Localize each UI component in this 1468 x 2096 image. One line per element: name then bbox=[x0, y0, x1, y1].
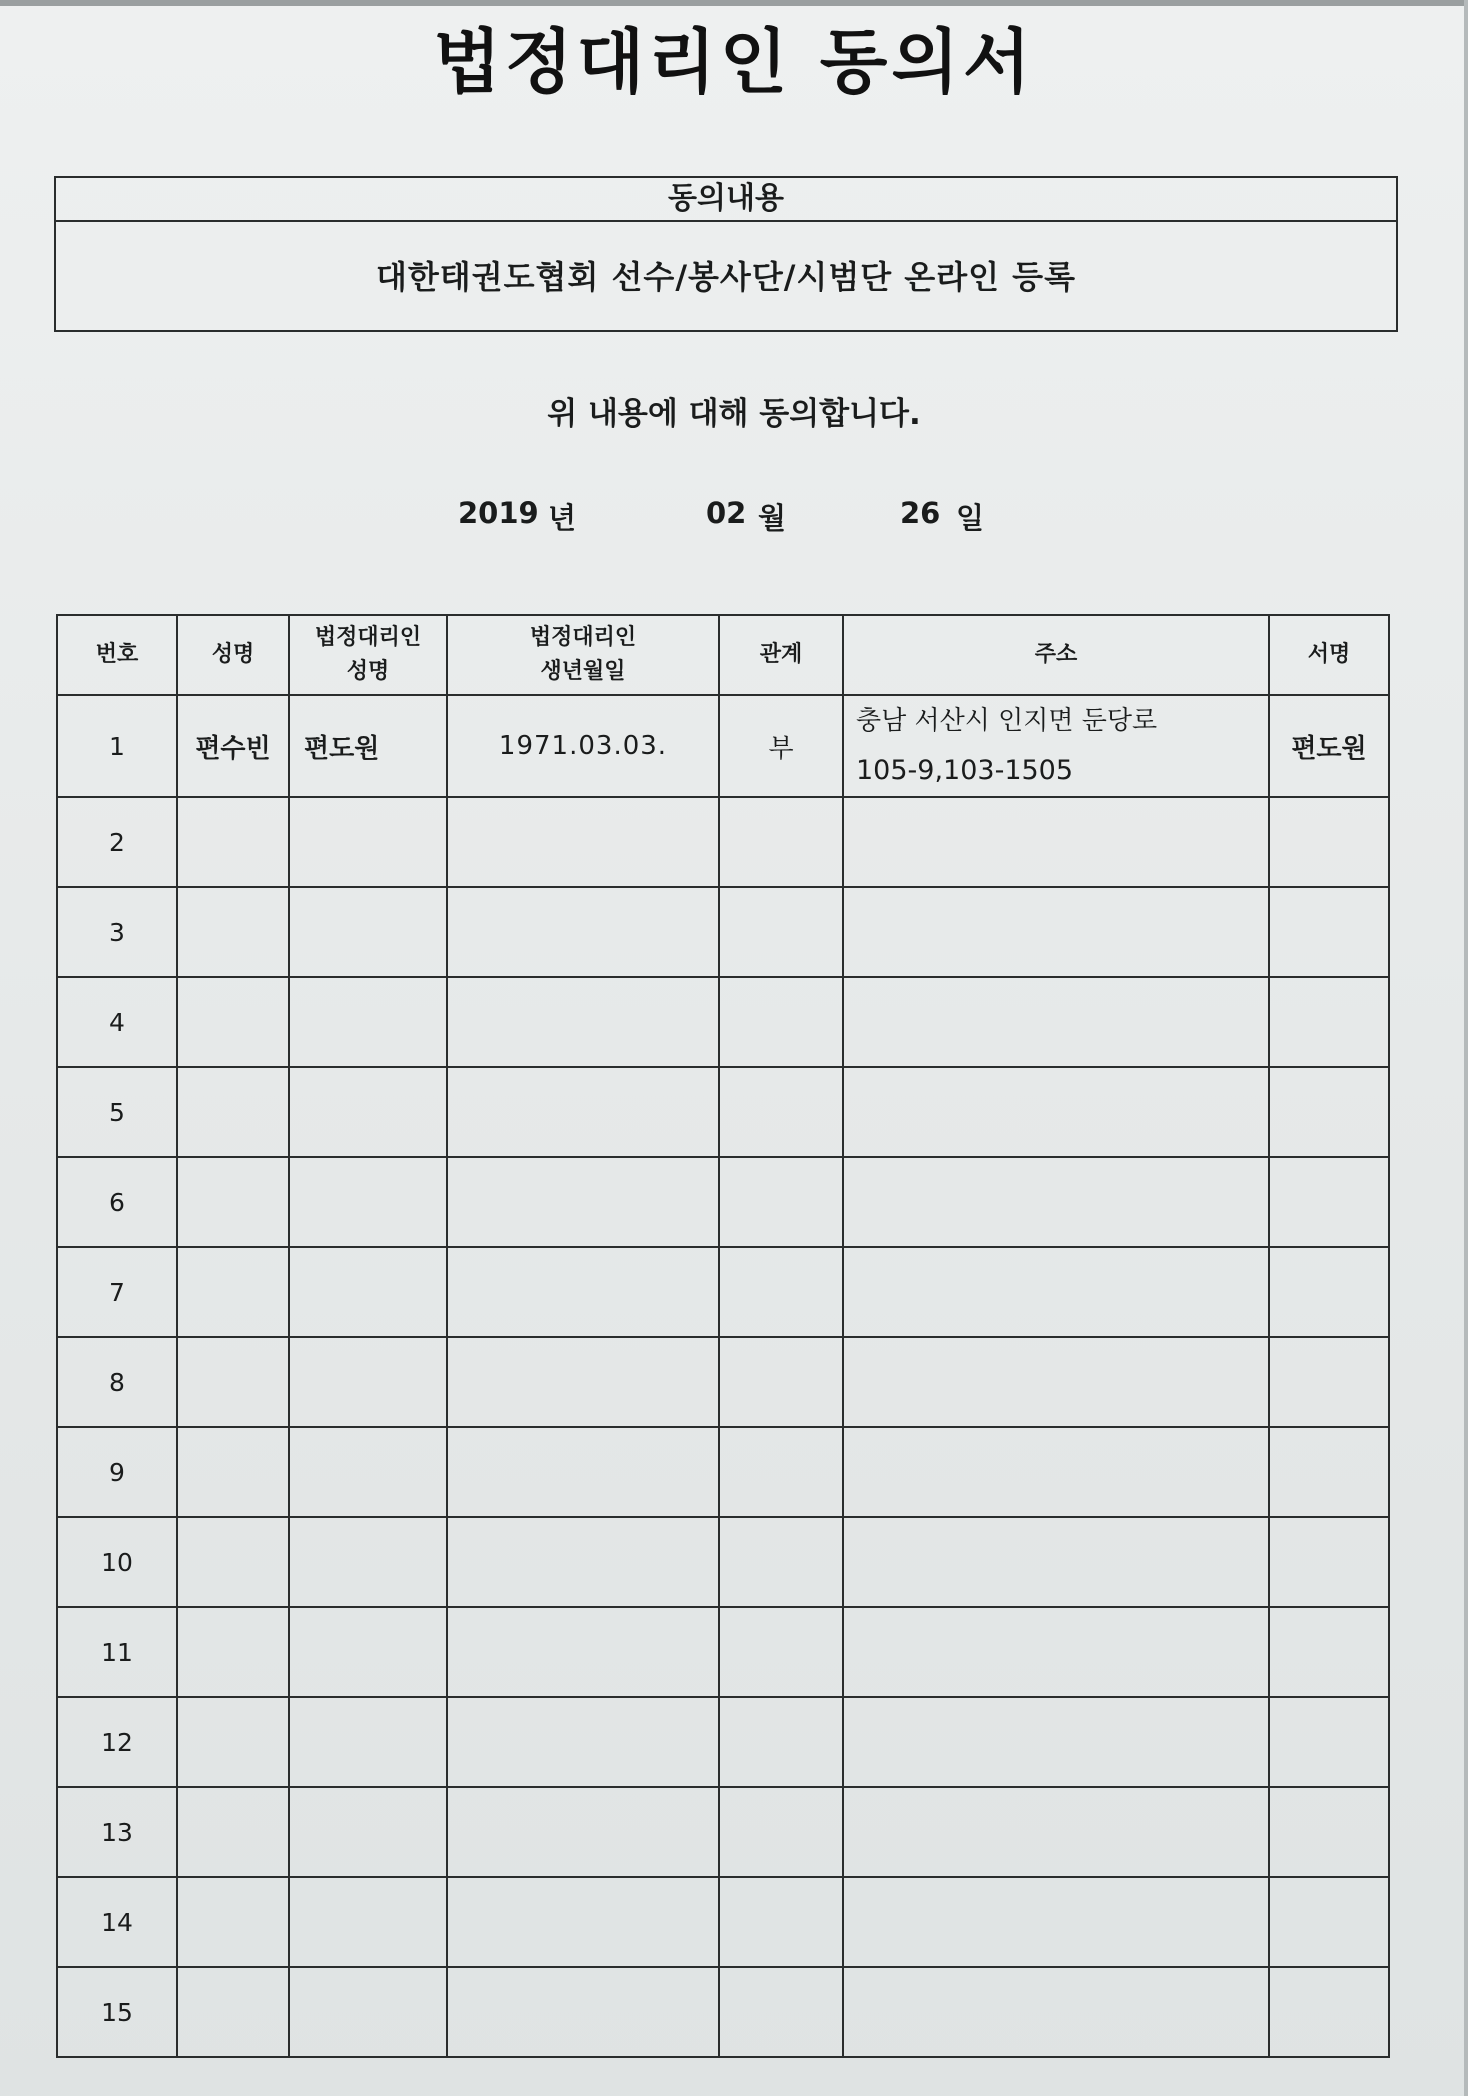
cell-guardian-name bbox=[289, 1427, 447, 1517]
cell-signature bbox=[1269, 1607, 1389, 1697]
cell-address bbox=[843, 1067, 1269, 1157]
cell-name bbox=[177, 1157, 289, 1247]
header-relation: 관계 bbox=[719, 615, 843, 695]
cell-name bbox=[177, 1427, 289, 1517]
cell-name bbox=[177, 1877, 289, 1967]
table-row bbox=[57, 1157, 1389, 1247]
table-row bbox=[57, 1967, 1389, 2057]
cell-guardian-name bbox=[289, 797, 447, 887]
guardian-table bbox=[56, 614, 1390, 2058]
consent-content: 대한태권도협회 선수/봉사단/시범단 온라인 등록 bbox=[375, 258, 1077, 296]
row-number: 5 bbox=[57, 1067, 177, 1157]
cell-guardian-birth bbox=[447, 1157, 719, 1247]
row-number: 15 bbox=[57, 1967, 177, 2057]
cell-relation bbox=[719, 797, 843, 887]
agreement-statement: 위 내용에 대해 동의합니다. bbox=[547, 396, 921, 432]
cell-address bbox=[843, 1247, 1269, 1337]
cell-signature: 편도원 bbox=[1269, 695, 1389, 797]
header-guardian-birth bbox=[447, 615, 719, 695]
cell-relation bbox=[719, 1157, 843, 1247]
cell-signature bbox=[1269, 1427, 1389, 1517]
cell-name bbox=[177, 887, 289, 977]
cell-address bbox=[843, 1517, 1269, 1607]
header-address: 주소 bbox=[843, 615, 1269, 695]
cell-relation bbox=[719, 1607, 843, 1697]
cell-relation bbox=[719, 1697, 843, 1787]
table-row bbox=[57, 1427, 1389, 1517]
cell-relation bbox=[719, 1787, 843, 1877]
row-number: 12 bbox=[57, 1697, 177, 1787]
cell-guardian-birth bbox=[447, 1787, 719, 1877]
header-signature: 서명 bbox=[1269, 615, 1389, 695]
cell-address bbox=[843, 1787, 1269, 1877]
cell-signature bbox=[1269, 1517, 1389, 1607]
cell-guardian-name bbox=[289, 1967, 447, 2057]
address-line2: 105-9,103-1505 bbox=[856, 755, 1074, 786]
date-day: 26 bbox=[900, 496, 941, 530]
cell-address bbox=[843, 695, 1269, 797]
table-row bbox=[57, 977, 1389, 1067]
cell-guardian-birth bbox=[447, 887, 719, 977]
date-year-unit: 년 bbox=[548, 501, 577, 535]
cell-relation bbox=[719, 1427, 843, 1517]
cell-signature bbox=[1269, 1787, 1389, 1877]
cell-signature bbox=[1269, 1157, 1389, 1247]
cell-signature bbox=[1269, 887, 1389, 977]
cell-name: 편수빈 bbox=[177, 695, 289, 797]
cell-signature bbox=[1269, 1247, 1389, 1337]
cell-signature bbox=[1269, 1337, 1389, 1427]
cell-guardian-name bbox=[289, 1877, 447, 1967]
header-name: 성명 bbox=[177, 615, 289, 695]
row-number: 7 bbox=[57, 1247, 177, 1337]
cell-relation bbox=[719, 1067, 843, 1157]
cell-guardian-name bbox=[289, 1157, 447, 1247]
cell-guardian-birth bbox=[447, 977, 719, 1067]
cell-relation bbox=[719, 1247, 843, 1337]
cell-guardian-birth bbox=[447, 1877, 719, 1967]
header-guardian-name bbox=[289, 615, 447, 695]
cell-guardian-birth bbox=[447, 1967, 719, 2057]
cell-guardian-birth bbox=[447, 1427, 719, 1517]
cell-name bbox=[177, 1697, 289, 1787]
table-row bbox=[57, 1517, 1389, 1607]
cell-relation bbox=[719, 977, 843, 1067]
cell-name bbox=[177, 1247, 289, 1337]
cell-guardian-birth bbox=[447, 1337, 719, 1427]
cell-guardian-name bbox=[289, 1337, 447, 1427]
header-guardian-name-line1: 법정대리인 bbox=[314, 625, 422, 650]
cell-guardian-name bbox=[289, 1067, 447, 1157]
cell-name bbox=[177, 1067, 289, 1157]
table-row bbox=[57, 1787, 1389, 1877]
cell-guardian-name bbox=[289, 1607, 447, 1697]
cell-address bbox=[843, 797, 1269, 887]
cell-address bbox=[843, 977, 1269, 1067]
table-row bbox=[57, 1877, 1389, 1967]
row-number: 3 bbox=[57, 887, 177, 977]
cell-signature bbox=[1269, 1067, 1389, 1157]
cell-address bbox=[843, 1427, 1269, 1517]
table-row bbox=[57, 1067, 1389, 1157]
header-guardian-birth-line2: 생년월일 bbox=[540, 659, 626, 684]
row-number: 6 bbox=[57, 1157, 177, 1247]
cell-address bbox=[843, 1697, 1269, 1787]
cell-signature bbox=[1269, 797, 1389, 887]
cell-signature bbox=[1269, 1697, 1389, 1787]
cell-address bbox=[843, 1337, 1269, 1427]
cell-guardian-birth bbox=[447, 1067, 719, 1157]
row-number: 13 bbox=[57, 1787, 177, 1877]
cell-signature bbox=[1269, 977, 1389, 1067]
row-number: 1 bbox=[57, 695, 177, 797]
table-row bbox=[57, 695, 1389, 797]
consent-box bbox=[54, 176, 1398, 332]
row-number: 9 bbox=[57, 1427, 177, 1517]
cell-relation bbox=[719, 1877, 843, 1967]
row-number: 2 bbox=[57, 797, 177, 887]
cell-guardian-birth bbox=[447, 797, 719, 887]
consent-header: 동의내용 bbox=[56, 178, 1396, 222]
row-number: 10 bbox=[57, 1517, 177, 1607]
row-number: 14 bbox=[57, 1877, 177, 1967]
date-day-unit: 일 bbox=[956, 501, 985, 535]
table-row bbox=[57, 797, 1389, 887]
cell-name bbox=[177, 1787, 289, 1877]
cell-guardian-birth bbox=[447, 1517, 719, 1607]
table-row bbox=[57, 1697, 1389, 1787]
date-year: 2019 bbox=[458, 496, 539, 530]
cell-name bbox=[177, 1967, 289, 2057]
cell-guardian-name bbox=[289, 1787, 447, 1877]
cell-name bbox=[177, 1337, 289, 1427]
cell-guardian-birth bbox=[447, 1697, 719, 1787]
document-title: 법정대리인 동의서 bbox=[433, 21, 1035, 103]
cell-guardian-birth bbox=[447, 1607, 719, 1697]
cell-name bbox=[177, 977, 289, 1067]
cell-address bbox=[843, 1157, 1269, 1247]
table-row bbox=[57, 1337, 1389, 1427]
cell-guardian-birth: 1971.03.03. bbox=[447, 695, 719, 797]
cell-relation bbox=[719, 1967, 843, 2057]
cell-address bbox=[843, 887, 1269, 977]
paper-right-edge bbox=[1464, 0, 1468, 2096]
date-month: 02 bbox=[706, 496, 747, 530]
cell-address bbox=[843, 1607, 1269, 1697]
cell-relation bbox=[719, 1517, 843, 1607]
cell-name bbox=[177, 1607, 289, 1697]
cell-guardian-birth bbox=[447, 1247, 719, 1337]
cell-relation bbox=[719, 887, 843, 977]
header-guardian-name-line2: 성명 bbox=[346, 659, 390, 684]
cell-address bbox=[843, 1877, 1269, 1967]
row-number: 11 bbox=[57, 1607, 177, 1697]
date-month-unit: 월 bbox=[758, 501, 787, 535]
row-number: 4 bbox=[57, 977, 177, 1067]
cell-guardian-name: 편도원 bbox=[289, 695, 447, 797]
table-header-row bbox=[57, 615, 1389, 695]
cell-relation: 부 bbox=[719, 695, 843, 797]
cell-guardian-name bbox=[289, 1697, 447, 1787]
header-number: 번호 bbox=[57, 615, 177, 695]
cell-name bbox=[177, 1517, 289, 1607]
cell-guardian-name bbox=[289, 1247, 447, 1337]
cell-guardian-name bbox=[289, 977, 447, 1067]
header-guardian-birth-line1: 법정대리인 bbox=[529, 625, 637, 650]
cell-name bbox=[177, 797, 289, 887]
address-line1: 충남 서산시 인지면 둔당로 bbox=[856, 706, 1158, 736]
table-row bbox=[57, 1607, 1389, 1697]
table-row bbox=[57, 887, 1389, 977]
row-number: 8 bbox=[57, 1337, 177, 1427]
cell-signature bbox=[1269, 1877, 1389, 1967]
table-row bbox=[57, 1247, 1389, 1337]
cell-relation bbox=[719, 1337, 843, 1427]
cell-guardian-name bbox=[289, 887, 447, 977]
cell-signature bbox=[1269, 1967, 1389, 2057]
cell-guardian-name bbox=[289, 1517, 447, 1607]
cell-address bbox=[843, 1967, 1269, 2057]
